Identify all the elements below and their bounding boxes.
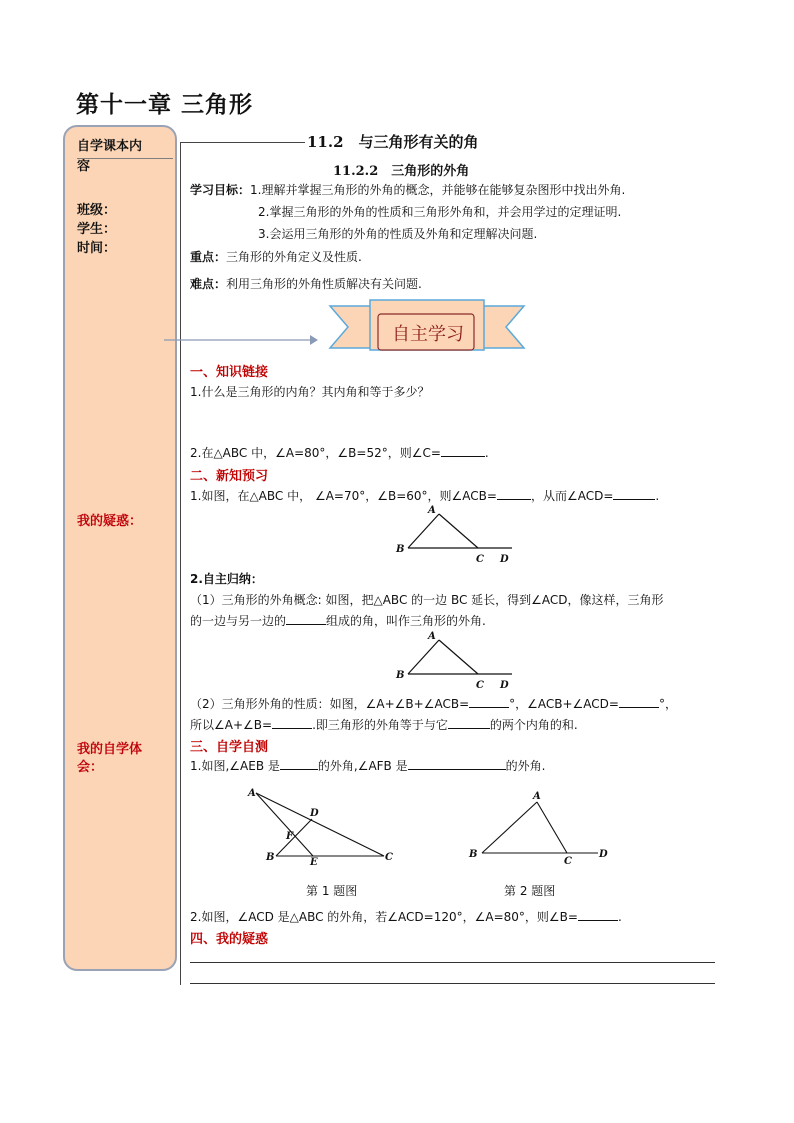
property2-b: .即三角形的外角等于与它 bbox=[312, 718, 448, 732]
concept-blank[interactable] bbox=[286, 612, 326, 625]
property-b: °，∠ACB+∠ACD= bbox=[509, 697, 619, 711]
part3-heading: 三、自学自测 bbox=[190, 740, 269, 755]
part1-q2 bbox=[190, 444, 489, 461]
property2-blank2[interactable] bbox=[448, 716, 490, 729]
part1-q2-prefix: 2.在△ABC 中，∠A=80°，∠B=52°，则∠C= bbox=[190, 446, 441, 460]
key-point-label: 重点： bbox=[190, 250, 227, 264]
summary-label: 2.自主归纳： bbox=[190, 572, 263, 586]
part3-q1-blank2[interactable] bbox=[408, 757, 506, 770]
answer-line-1[interactable] bbox=[190, 962, 715, 963]
sidebar-divider bbox=[77, 158, 173, 159]
fig1-label-a: A bbox=[428, 505, 436, 516]
property-blank1[interactable] bbox=[469, 695, 509, 708]
part2-q1-b: ∠A=70°，∠B=60°，则∠ACB= bbox=[314, 489, 497, 503]
fig2-label-d: D bbox=[500, 680, 509, 691]
part3-q1-a: 1.如图,∠AEB 是 bbox=[190, 759, 280, 773]
fig2-label-b: B bbox=[396, 670, 405, 681]
answer-line-2[interactable] bbox=[190, 983, 715, 984]
property-a: （2）三角形外角的性质：如图，∠A+∠B+∠ACB= bbox=[190, 697, 470, 711]
section-title: 11.2 与三角形有关的角 bbox=[307, 133, 479, 151]
difficulty-text: 利用三角形的外角性质解决有关问题. bbox=[226, 277, 422, 291]
part2-q1-a: 1.如图，在△ABC 中， bbox=[190, 489, 312, 503]
part3-q1-b: 的外角,∠AFB 是 bbox=[317, 759, 408, 773]
property2-c: 的两个内角的和. bbox=[489, 718, 578, 732]
experience-label-line2: 会： bbox=[77, 760, 104, 775]
difficulty bbox=[190, 276, 422, 292]
part2-q1-c: ，从而∠ACD= bbox=[530, 489, 614, 503]
part3-q2 bbox=[190, 908, 622, 925]
property2-blank1[interactable] bbox=[272, 716, 312, 729]
q2fig-label-d: D bbox=[599, 849, 608, 860]
goal-2: 2.掌握三角形的外角的性质和三角形外角和，并会用学过的定理证明. bbox=[258, 205, 622, 219]
figure2-caption: 第 2 题图 bbox=[504, 884, 556, 898]
goal-1-text: 1.理解并掌握三角形的外角的概念，并能够在能够复杂图形中找出外角. bbox=[250, 183, 626, 197]
goals-label: 学习目标： bbox=[190, 183, 251, 197]
difficulty-label: 难点： bbox=[190, 277, 227, 291]
part2-q1-blank1[interactable] bbox=[497, 487, 531, 500]
q2fig-label-a: A bbox=[533, 791, 541, 802]
question2-figure bbox=[466, 786, 616, 870]
q1fig-label-f: F bbox=[286, 831, 294, 842]
content-top-border bbox=[180, 142, 305, 143]
part3-q1-c: 的外角. bbox=[505, 759, 546, 773]
part3-q1 bbox=[190, 757, 545, 774]
property-line2 bbox=[190, 716, 578, 733]
doubts-label: 我的疑惑： bbox=[77, 514, 143, 529]
goal-1 bbox=[190, 182, 625, 198]
part3-q2-blank[interactable] bbox=[578, 908, 618, 921]
concept-line1: （1）三角形的外角概念: 如图，把△ABC 的一边 BC 延长，得到∠ACD，像这样，三角形 bbox=[190, 593, 664, 607]
part1-q2-suffix: . bbox=[484, 446, 489, 460]
q2fig-label-b: B bbox=[469, 849, 478, 860]
triangle-figure-2 bbox=[390, 628, 520, 692]
concept-line2 bbox=[190, 612, 486, 629]
fig2-label-a: A bbox=[428, 631, 436, 642]
property-line1 bbox=[190, 695, 677, 712]
class-label: 班级： bbox=[77, 203, 117, 218]
q1fig-label-b: B bbox=[266, 852, 275, 863]
part1-q2-blank[interactable] bbox=[441, 444, 485, 457]
q1fig-label-a: A bbox=[248, 788, 256, 799]
question1-figure bbox=[244, 785, 404, 869]
q1fig-label-e: E bbox=[310, 857, 318, 868]
q1fig-label-c: C bbox=[385, 852, 393, 863]
concept-line2-b: 组成的角，叫作三角形的外角. bbox=[326, 614, 486, 628]
student-label: 学生： bbox=[77, 222, 117, 237]
property2-a: 所以∠A+∠B= bbox=[190, 718, 273, 732]
triangle-figure-1 bbox=[390, 502, 520, 566]
fig2-label-c: C bbox=[476, 680, 484, 691]
property-blank2[interactable] bbox=[619, 695, 659, 708]
key-point bbox=[190, 249, 362, 265]
content-left-border bbox=[180, 142, 181, 985]
q2fig-label-c: C bbox=[564, 856, 572, 867]
key-point-text: 三角形的外角定义及性质. bbox=[226, 250, 362, 264]
time-label: 时间： bbox=[77, 241, 117, 256]
chapter-title: 第十一章 三角形 bbox=[76, 92, 254, 118]
part2-q1-blank2[interactable] bbox=[613, 487, 655, 500]
part4-heading: 四、我的疑惑 bbox=[190, 932, 269, 947]
part2-q1-d: . bbox=[655, 489, 660, 503]
q1fig-label-d: D bbox=[310, 808, 319, 819]
pointer-arrow bbox=[160, 330, 320, 350]
fig1-label-d: D bbox=[500, 554, 509, 565]
part1-q1: 1.什么是三角形的内角？其内角和等于多少？ bbox=[190, 385, 430, 399]
fig1-label-c: C bbox=[476, 554, 484, 565]
part3-q2-b: . bbox=[617, 910, 622, 924]
section-subtitle: 11.2.2 三角形的外角 bbox=[333, 164, 470, 179]
concept-line2-a: 的一边与另一边的 bbox=[190, 614, 287, 628]
sidebar-heading-line2: 容 bbox=[77, 159, 91, 174]
part3-q2-a: 2.如图，∠ACD 是△ABC 的外角，若∠ACD=120°，∠A=80°，则∠B= bbox=[190, 910, 578, 924]
part1-heading: 一、知识链接 bbox=[190, 365, 269, 380]
goal-3: 3.会运用三角形的外角的性质及外角和定理解决问题. bbox=[258, 227, 538, 241]
sidebar-heading-line1: 自学课本内 bbox=[77, 139, 143, 154]
experience-label-line1: 我的自学体 bbox=[77, 742, 143, 757]
banner-text: 自主学习 bbox=[392, 324, 464, 345]
part2-heading: 二、新知预习 bbox=[190, 469, 269, 484]
part3-q1-blank1[interactable] bbox=[280, 757, 318, 770]
property-c: °， bbox=[658, 697, 677, 711]
fig1-label-b: B bbox=[396, 544, 405, 555]
figure1-caption: 第 1 题图 bbox=[306, 884, 358, 898]
